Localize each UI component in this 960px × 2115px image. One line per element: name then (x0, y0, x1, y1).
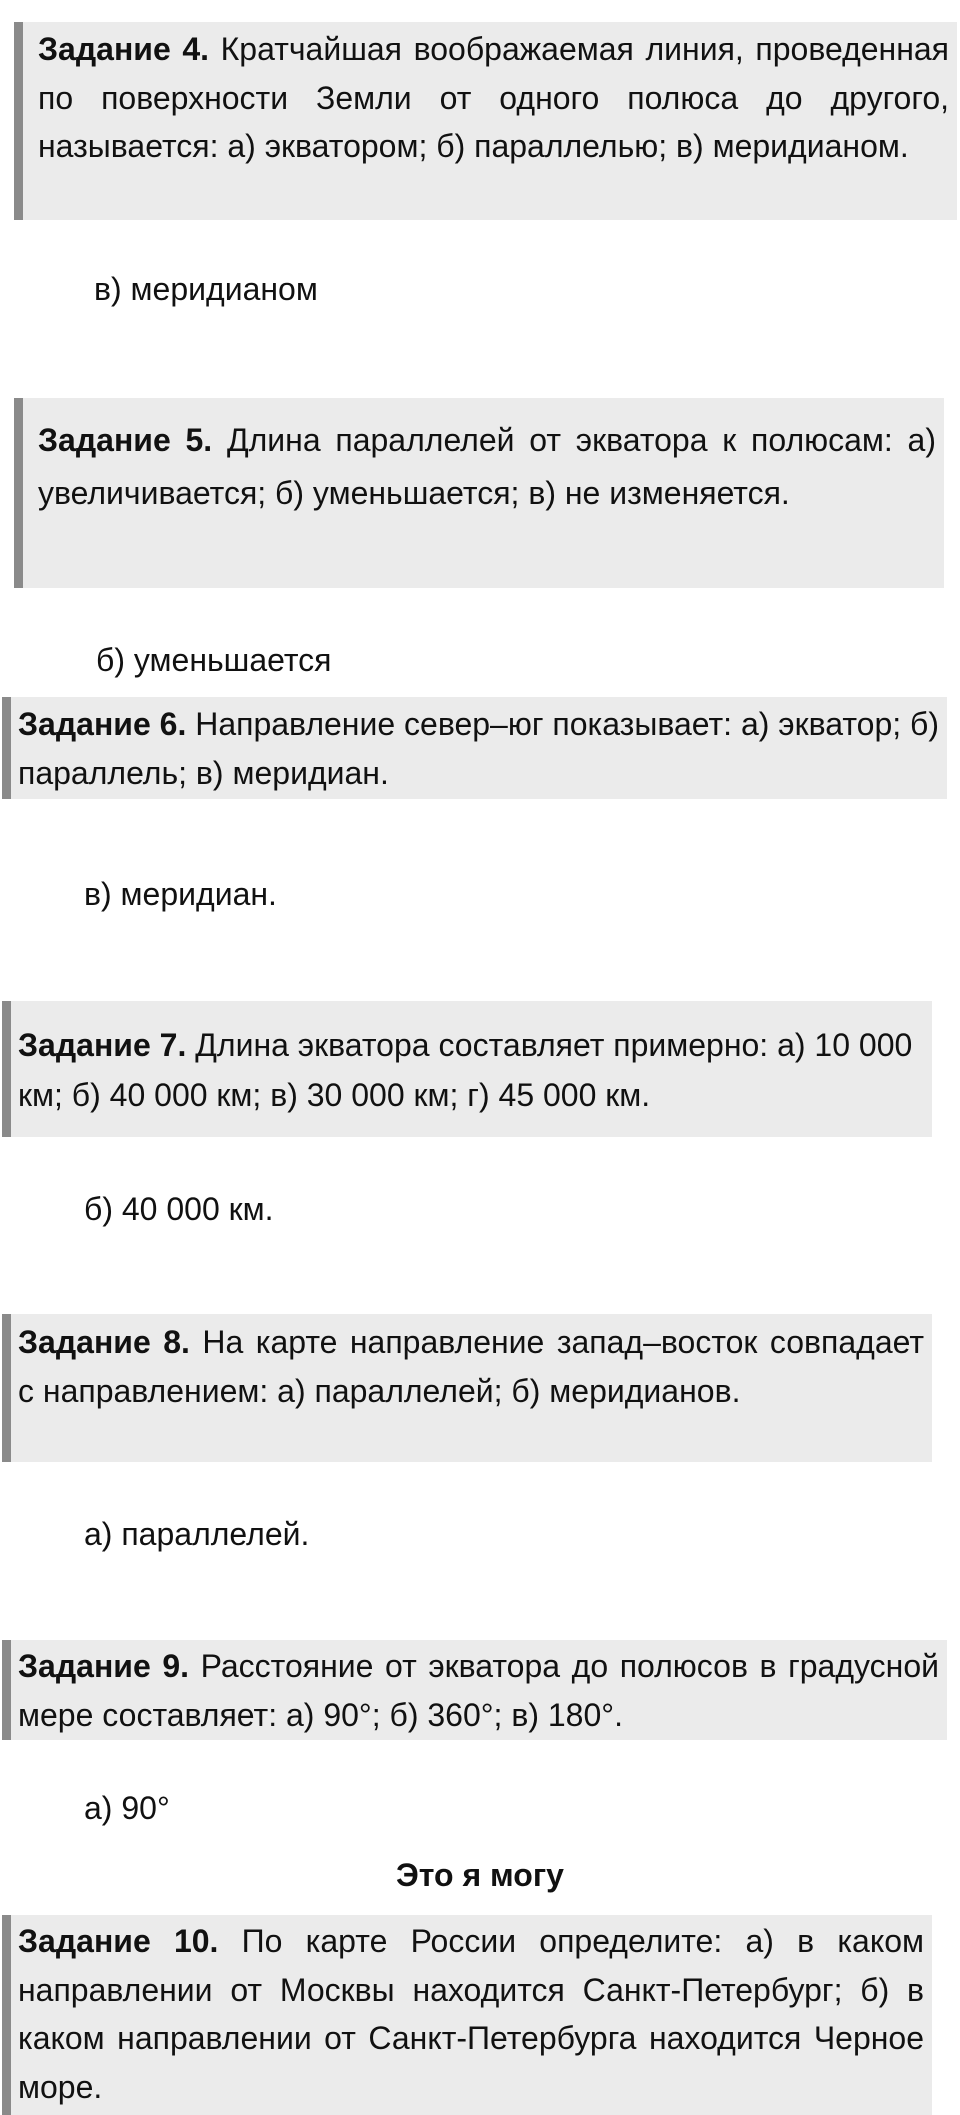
task-5-answer: б) уменьшается (96, 642, 332, 678)
task-6-block (2, 697, 947, 799)
task-10-text: По карте России определите: а) в каком направлении от Москвы находится Санкт-Петербург; б) в каком направлении от Санкт-Петербурга находится Черное море. (18, 1923, 925, 2105)
task-8-label: Задание 8. (18, 1324, 190, 1360)
task-9-answer: а) 90° (84, 1790, 170, 1826)
task-5-label: Задание 5. (38, 422, 213, 458)
task-6-answer: в) меридиан. (84, 876, 277, 912)
task-5-block (14, 398, 944, 588)
task-8-text: На карте направление запад–восток совпадает с направлением: а) параллелей; б) меридианов. (18, 1324, 925, 1409)
task-8-block (2, 1314, 932, 1462)
task-7-text: Длина экватора составляет примерно: а) 10 000 км; б) 40 000 км; в) 30 000 км; г) 45 000 км. (18, 1027, 913, 1113)
task-9-block (2, 1640, 947, 1740)
task-9-label: Задание 9. (18, 1648, 190, 1684)
section-title: Это я могу (396, 1857, 564, 1893)
task-9-text: Расстояние от экватора до полюсов в градусной мере составляет: а) 90°; б) 360°; в) 180°. (18, 1648, 940, 1733)
task-8-answer: а) параллелей. (84, 1516, 310, 1552)
task-4-block (14, 22, 957, 220)
task-10-block (2, 1915, 932, 2115)
task-7-answer: б) 40 000 км. (84, 1191, 274, 1227)
task-4-label: Задание 4. (38, 31, 210, 67)
task-6-label: Задание 6. (18, 706, 187, 742)
task-4-answer: в) меридианом (94, 271, 318, 307)
task-5-text: Длина параллелей от экватора к полюсам: а) увеличивается; б) уменьшается; в) не изменяется. (38, 422, 936, 511)
task-6-text: Направление север–юг показывает: а) экватор; б) параллель; в) меридиан. (18, 706, 940, 791)
task-7-label: Задание 7. (18, 1027, 187, 1063)
task-4-text: Кратчайшая воображаемая линия, проведенная по поверхности Земли от одного полюса до другого, называется: а) экватором; б) параллелью; в) меридианом. (38, 31, 949, 164)
task-7-block (2, 1001, 932, 1137)
task-10-label: Задание 10. (18, 1923, 219, 1959)
